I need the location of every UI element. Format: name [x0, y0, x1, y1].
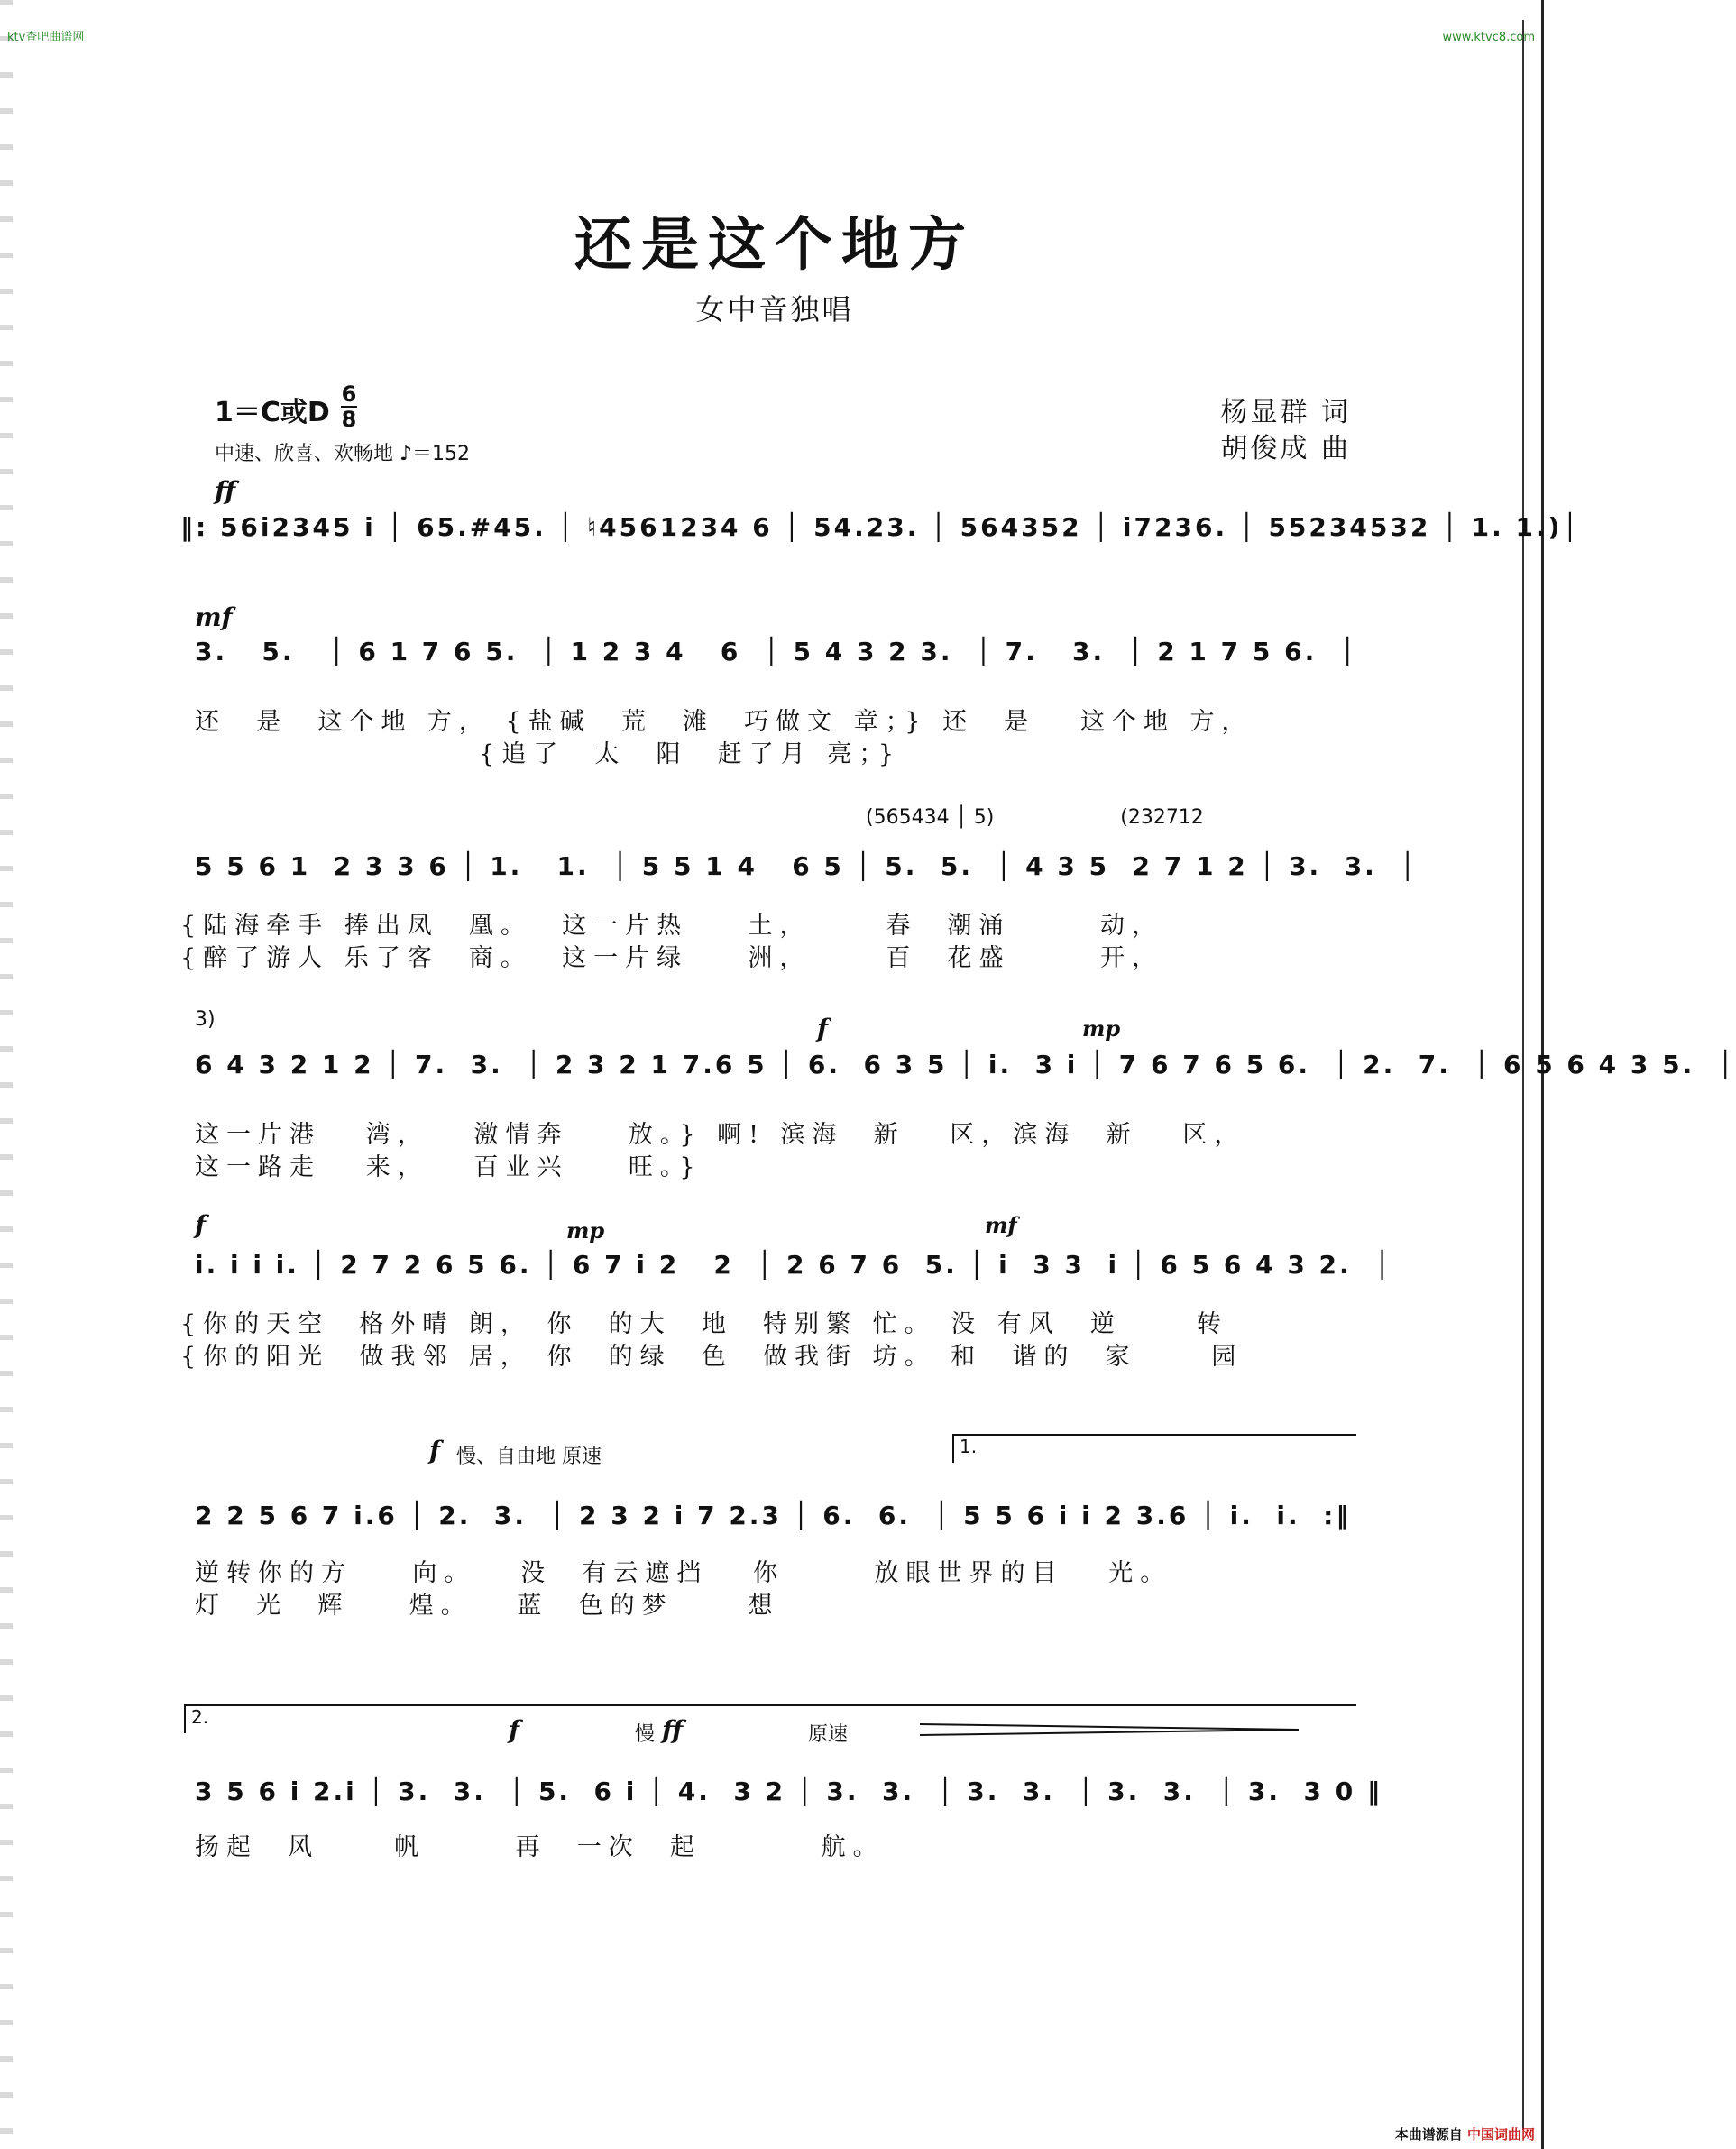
- lyrics-line-3b: {醉了游人 乐了客 商。 这一片绿 洲， 百 花盛 开，: [180, 944, 1163, 972]
- dynamic-marking: mp: [566, 1217, 605, 1244]
- notation-line-1: ‖: 56i2345 i │ 65.#45. │ ♮4561234 6 │ 54.23. │ 564352 │ i7236. │ 55234532 │ 1. 1.)│: [180, 512, 1581, 542]
- lyrics-line-3a: {陆海牵手 捧出凤 凰。 这一片热 土， 春 潮涌 动，: [180, 912, 1163, 940]
- time-signature: [341, 382, 357, 431]
- parenthetical-notes: (565434 │ 5) (232712: [866, 806, 1204, 829]
- second-ending-bracket: 2.: [184, 1704, 1356, 1733]
- dynamic-marking: mp: [1082, 1015, 1121, 1042]
- notation-line-4: 6 4 3 2 1 2 │ 7. 3. │ 2 3 2 1 7.6 5 │ 6. 6 3 5 │ i. 3 i │ 7 6 7 6 5 6. │ 2. 7. │ 6 5 6 4 3 5. │: [195, 1050, 1736, 1079]
- song-subtitle: 女中音独唱: [695, 292, 854, 326]
- tempo-marking: 中速、欣喜、欢畅地 ♪＝152: [215, 443, 471, 465]
- footer-source-label: 本曲谱源自: [1394, 2126, 1463, 2143]
- header-site-left[interactable]: ktv查吧曲谱网: [7, 31, 85, 44]
- lyrics-line-7a: 扬起 风 帆 再 一次 起 航。: [195, 1833, 885, 1861]
- diminuendo-hairpin: [920, 1721, 1299, 1739]
- footer-source: [1395, 2125, 1535, 2144]
- dynamic-marking: f: [429, 1436, 441, 1465]
- lyrics-line-6a: 逆转你的方 向。 没 有云遮挡 你 放眼世界的目 光。: [195, 1559, 1172, 1587]
- header-site-right[interactable]: www.ktvc8.com: [1442, 31, 1535, 44]
- lyrics-line-5b: {你的阳光 做我邻 居， 你 的绿 色 做我街 坊。 和 谐的 家 园: [180, 1343, 1244, 1371]
- meter-bottom: 8: [341, 407, 357, 432]
- notation-line-3: 5 5 6 1 2 3 3 6 │ 1. 1. │ 5 5 1 4 6 5 │ 5. 5. │ 4 3 5 2 7 1 2 │ 3. 3. │: [195, 851, 1419, 881]
- lyrics-line-4b: 这一路走 来， 百业兴 旺。}: [195, 1153, 703, 1181]
- expression-text: 原速: [808, 1723, 849, 1746]
- notation-line-7: 3 5 6 i 2.i │ 3. 3. │ 5. 6 i │ 4. 3 2 │ 3. 3. │ 3. 3. │ 3. 3. │ 3. 3 0 ‖: [195, 1777, 1383, 1806]
- notation-line-5: i. i i i. │ 2 7 2 6 5 6. │ 6 7 i 2 2 │ 2 6 7 6 5. │ i 3 3 i │ 6 5 6 4 3 2. │: [195, 1250, 1393, 1280]
- meter-top: 6: [341, 381, 357, 407]
- dynamic-marking: ff: [215, 476, 236, 506]
- expression-text: 慢: [635, 1723, 656, 1746]
- lyrics-line-2b: {追了 太 阳 赶了月 亮；}: [195, 740, 902, 768]
- song-title: 还是这个地方: [574, 211, 975, 279]
- dynamic-marking: ff: [662, 1715, 684, 1745]
- lyrics-line-5a: {你的天空 格外晴 朗， 你 的大 地 特别繁 忙。 没 有风 逆 转: [180, 1310, 1228, 1338]
- lyrics-line-4a: 这一片港 湾， 激情奔 放。} 啊! 滨海 新 区，滨海 新 区，: [195, 1121, 1246, 1149]
- dynamic-marking: mf: [195, 602, 233, 632]
- dynamic-marking: f: [817, 1014, 829, 1043]
- lyrics-line-2a: 还 是 这个地 方， {盐碱 荒 滩 巧做文 章；} 还 是 这个地 方，: [195, 708, 1254, 736]
- parenthetical-notes: 3): [195, 1008, 216, 1031]
- footer-source-link[interactable]: 中国词曲网: [1466, 2126, 1535, 2143]
- dynamic-marking: mf: [985, 1212, 1017, 1238]
- composer-credit: 胡俊成 曲: [1220, 433, 1351, 464]
- key-signature: 1＝C或D: [215, 397, 330, 428]
- dynamic-marking: f: [195, 1210, 207, 1240]
- expression-text: 慢、自由地 原速: [456, 1446, 602, 1468]
- lyrics-line-6b: 灯 光 辉 煌。 蓝 色的梦 想: [195, 1592, 780, 1620]
- notation-line-2: 3. 5. │ 6 1 7 6 5. │ 1 2 3 4 6 │ 5 4 3 2 3. │ 7. 3. │ 2 1 7 5 6. │: [195, 637, 1358, 666]
- first-ending-bracket: 1.: [952, 1434, 1356, 1463]
- dynamic-marking: f: [509, 1715, 520, 1745]
- notation-line-6: 2 2 5 6 7 i.6 │ 2. 3. │ 2 3 2 i 7 2.3 │ 6. 6. │ 5 5 6 i i 2 3.6 │ i. i. :‖: [195, 1501, 1352, 1530]
- lyricist-credit: 杨显群 词: [1220, 397, 1351, 428]
